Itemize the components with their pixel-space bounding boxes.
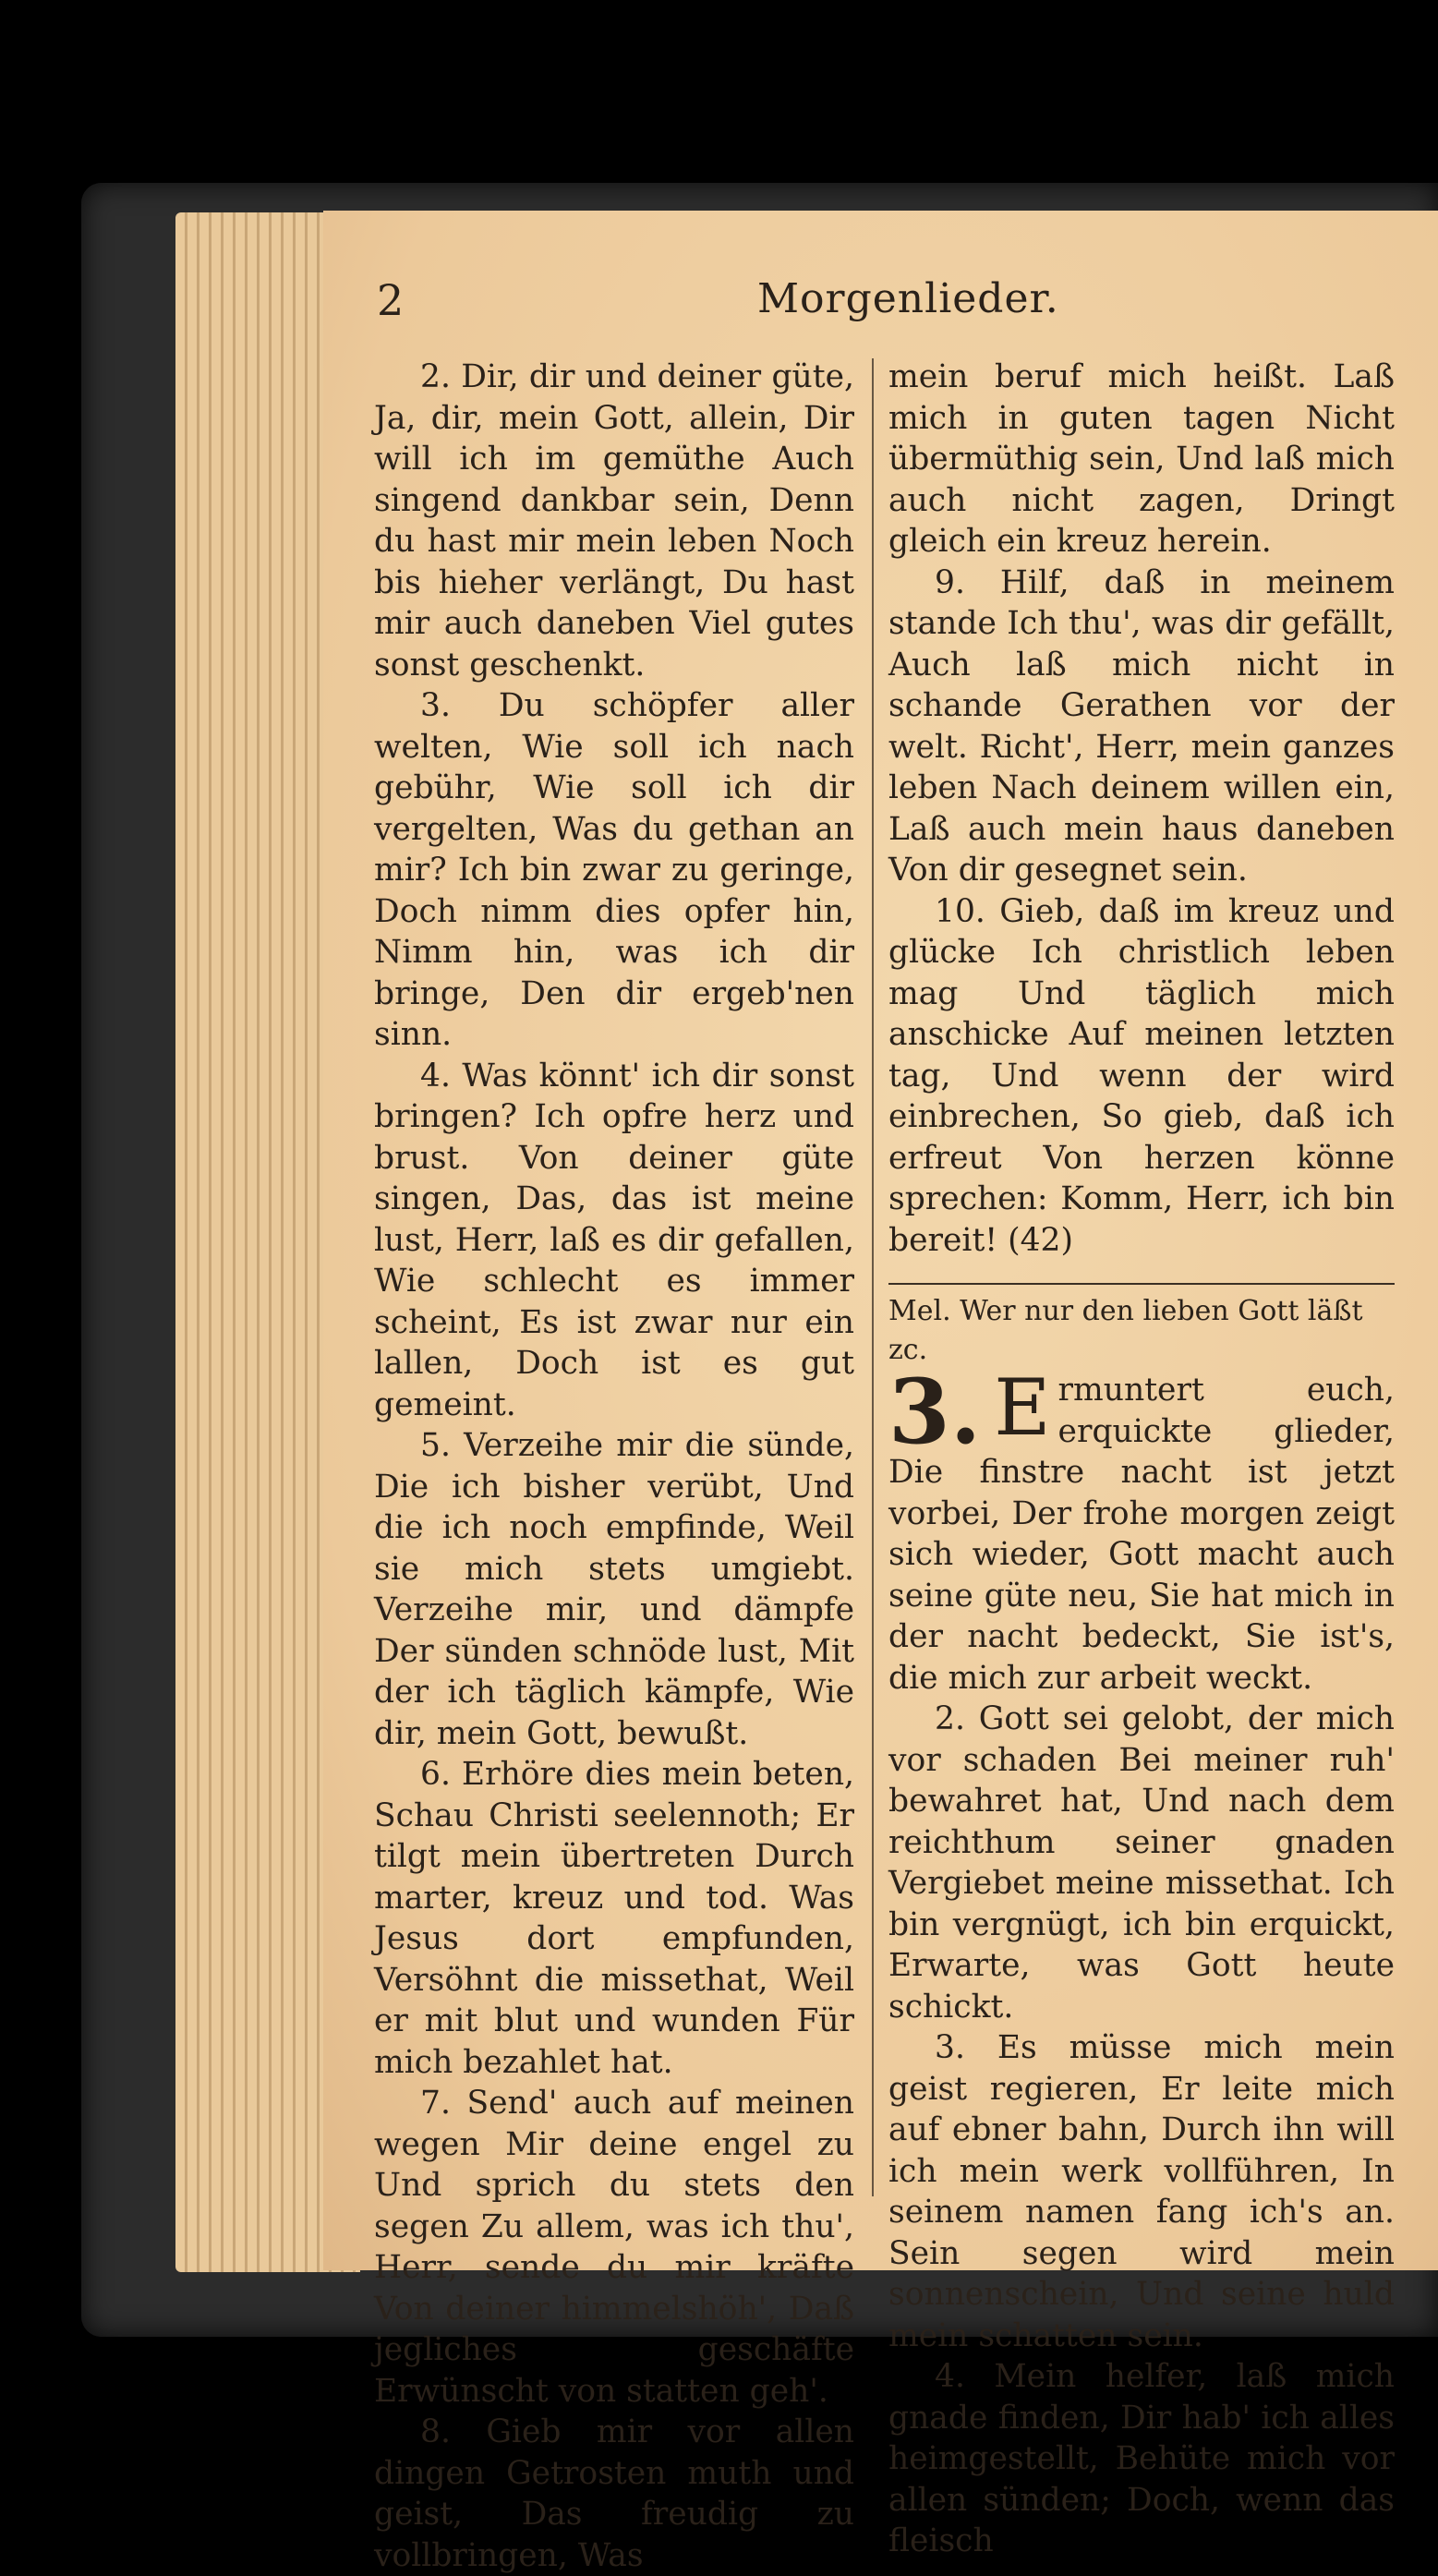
left-column: [374, 357, 854, 2576]
melody-line: Mel. Wer nur den lieben Gott läßt zc.: [888, 1295, 1363, 1366]
stanza: 4. Mein helfer, laß mich gnade finden, Dir hab' ich alles heimgestellt, Behüte mich vor allen sünden; Doch, wenn das fleisch: [888, 2358, 1395, 2559]
column-divider: [872, 358, 874, 2196]
right-column: [888, 357, 1395, 2562]
stanza: 5. Verzeihe mir die sünde, Die ich bisher verübt, Und die ich noch empfinde, Weil sie mich stets umgiebt. Verzeihe mir, und dämpfe Der sünden schnöde lust, Mit der ich täglich kämpfe, Wie dir, mein Gott, bewußt.: [374, 1427, 854, 1752]
running-title: Morgenlieder.: [757, 275, 1059, 322]
stanza: 4. Was könnt' ich dir sonst bringen? Ich opfre herz und brust. Von deiner güte singen, Das, das ist meine lust, Herr, laß es dir gefallen, Wie schlecht es immer scheint, Es ist zwar nur ein lallen, Doch ist es gut gemeint.: [374, 1057, 854, 1423]
page-number: 2: [377, 275, 405, 325]
stanza: 7. Send' auch auf meinen wegen Mir deine engel zu Und sprich du stets den segen Zu allem, was ich thu', Herr, sende du mir kräfte Von deiner himmelshöh', Daß jegliches geschäfte Erwünscht von statten geh'.: [374, 2085, 854, 2410]
stanza: 8. Gieb mir vor allen dingen Getrosten muth und geist, Das freudig zu vollbringen, Was: [374, 2413, 854, 2574]
stanza: 10. Gieb, daß im kreuz und glücke Ich christlich leben mag Und täglich mich anschicke Auf meinen letzten tag, Und wenn der wird einbrechen, So gieb, daß ich erfreut Von herzen könne sprechen: Komm, Herr, ich bin bereit! (42): [888, 892, 1395, 1259]
stanza: 2. Gott sei gelobt, der mich vor schaden Bei meiner ruh' bewahret hat, Und nach dem reichthum seiner gnaden Vergiebet meine missethat. Ich bin vergnügt, ich bin erquickt, Erwarte, was Gott heute schickt.: [888, 1700, 1395, 2026]
stanza: 6. Erhöre dies mein beten, Schau Christi seelennoth; Er tilgt mein übertreten Durch marter, kreuz und tod. Was Jesus dort empfunden, Versöhnt die missethat, Weil er mit blut und wunden Für mich bezahlet hat.: [374, 1756, 854, 2081]
stanza: 2. Dir, dir und deiner güte, Ja, dir, mein Gott, allein, Dir will ich im gemüthe Auch singend dankbar sein, Denn du hast mir mein leben Noch bis hieher verlängt, Du hast mir auch daneben Viel gutes sonst geschenkt.: [374, 358, 854, 683]
stanza: 3. Du schöpfer aller welten, Wie soll ich nach gebühr, Wie soll ich dir vergelten, Was du gethan an mir? Ich bin zwar zu geringe, Doch nimm dies opfer hin, Nimm hin, was ich dir bringe, Den dir ergeb'nen sinn.: [374, 687, 854, 1053]
section-rule: [888, 1283, 1395, 1285]
hymn-first-stanza: [888, 1360, 1395, 1699]
stanza-text: rmuntert euch, erquickte glieder, Die finstre nacht ist jetzt vorbei, Der frohe morgen zeigt sich wieder, Gott macht auch seine güte neu, Sie hat mich in der nacht bedeckt, Sie ist's, die mich zur arbeit weckt.: [888, 1372, 1395, 1697]
book-page: [323, 211, 1438, 2574]
stanza: 9. Hilf, daß in meinem stande Ich thu', was dir gefällt, Auch laß mich nicht in schande Gerathen vor der welt. Richt', Herr, mein ganzes leben Nach deinem willen ein, Laß auch mein haus daneben Von dir gesegnet sein.: [888, 563, 1395, 889]
stanza-continuation: mein beruf mich heißt. Laß mich in guten tagen Nicht übermüthig sein, Und laß mich auch nicht zagen, Dringt gleich ein kreuz herein.: [888, 358, 1395, 560]
drop-cap: E: [994, 1362, 1051, 1453]
hymn-number: 3.: [888, 1360, 982, 1464]
stanza: 3. Es müsse mich mein geist regieren, Er leite mich auf ebner bahn, Durch ihn will ich mein werk vollführen, In seinem namen fang ich's an. Sein segen wird mein sonnenschein, Und seine huld mein schatten sein.: [888, 2029, 1395, 2354]
